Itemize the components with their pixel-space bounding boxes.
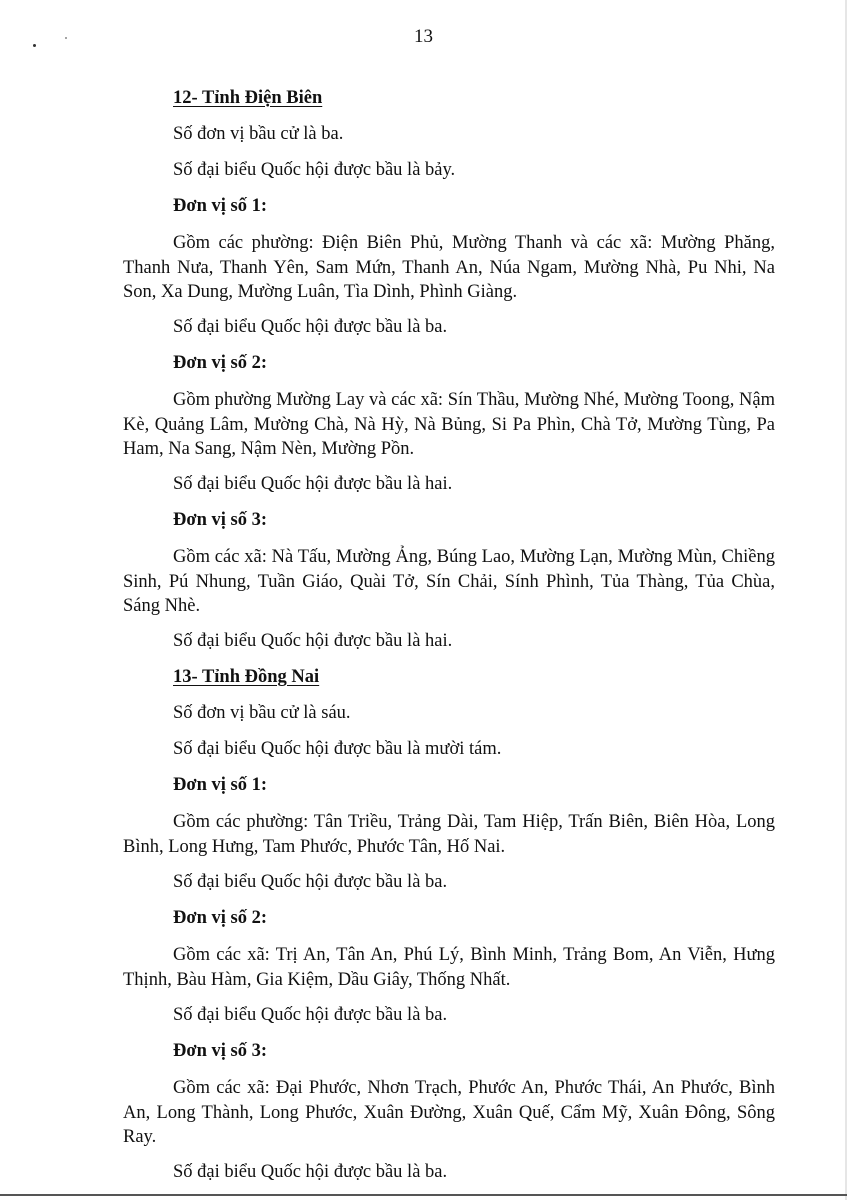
unit-delegates: Số đại biểu Quốc hội được bầu là ba. — [173, 1162, 448, 1182]
unit-heading: Đơn vị số 3: — [173, 1041, 268, 1061]
unit-composition: Gồm các phường: Điện Biên Phủ, Mường Thanh và các xã: Mường Phăng, Thanh Nưa, Thanh Yên, Sam Mứn, Thanh An, Núa Ngam, Mường Nhà, Pu Nhi, Na Son, Xa Dung, Mường Luân, Tìa Dình, Phình Giàng. — [123, 233, 775, 302]
units-count-text: Số đơn vị bầu cử là ba. — [173, 124, 344, 144]
unit-delegates: Số đại biểu Quốc hội được bầu là hai. — [173, 631, 453, 651]
province-title: 12- Tỉnh Điện Biên — [173, 88, 323, 108]
page-number: 13 — [414, 26, 433, 47]
scan-bottom-edge — [0, 1194, 847, 1196]
unit-composition: Gồm các xã: Nà Tấu, Mường Ảng, Búng Lao, Mường Lạn, Mường Mùn, Chiềng Sinh, Pú Nhung, Tuần Giáo, Quài Tở, Sín Chải, Sính Phình, Tủa Thàng, Tủa Chùa, Sáng Nhè. — [123, 547, 775, 616]
unit-composition: Gồm các phường: Tân Triều, Trảng Dài, Tam Hiệp, Trấn Biên, Biên Hòa, Long Bình, Long Hưng, Tam Phước, Phước Tân, Hố Nai. — [123, 812, 775, 857]
unit-delegates: Số đại biểu Quốc hội được bầu là ba. — [173, 317, 448, 337]
unit-heading: Đơn vị số 1: — [173, 196, 268, 216]
unit-heading: Đơn vị số 2: — [173, 908, 268, 928]
unit-heading: Đơn vị số 2: — [173, 353, 268, 373]
unit-delegates: Số đại biểu Quốc hội được bầu là hai. — [173, 474, 453, 494]
province-title: 13- Tỉnh Đồng Nai — [173, 667, 320, 687]
unit-delegates: Số đại biểu Quốc hội được bầu là ba. — [173, 1005, 448, 1025]
units-count-text: Số đơn vị bầu cử là sáu. — [173, 703, 351, 723]
unit-composition: Gồm các xã: Trị An, Tân An, Phú Lý, Bình Minh, Trảng Bom, An Viễn, Hưng Thịnh, Bàu Hàm, Gia Kiệm, Dầu Giây, Thống Nhất. — [123, 945, 775, 990]
unit-delegates: Số đại biểu Quốc hội được bầu là ba. — [173, 872, 448, 892]
delegates-total-text: Số đại biểu Quốc hội được bầu là mười tám. — [173, 739, 502, 759]
unit-heading: Đơn vị số 3: — [173, 510, 268, 530]
unit-composition: Gồm phường Mường Lay và các xã: Sín Thầu, Mường Nhé, Mường Toong, Nậm Kè, Quảng Lâm, Mường Chà, Nà Hỳ, Nà Bủng, Si Pa Phìn, Chà Tở, Mường Tùng, Pa Ham, Na Sang, Nậm Nèn, Mường Pồn. — [123, 390, 775, 459]
document-body — [123, 84, 775, 1194]
delegates-total-text: Số đại biểu Quốc hội được bầu là bảy. — [173, 160, 456, 180]
unit-heading: Đơn vị số 1: — [173, 775, 268, 795]
unit-composition: Gồm các xã: Đại Phước, Nhơn Trạch, Phước An, Phước Thái, An Phước, Bình An, Long Thành, Long Phước, Xuân Đường, Xuân Quế, Cẩm Mỹ, Xuân Đông, Sông Ray. — [123, 1078, 775, 1147]
